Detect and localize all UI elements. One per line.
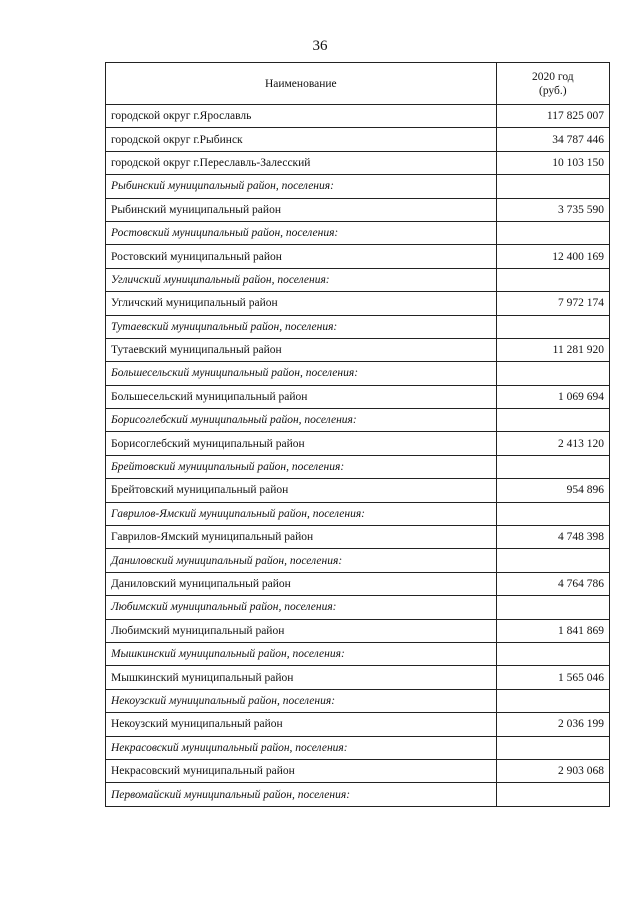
table-row	[106, 666, 610, 689]
row-name-cell: Даниловский муниципальный район	[106, 572, 497, 595]
row-value-cell: 34 787 446	[496, 128, 609, 151]
row-value-cell	[496, 175, 609, 198]
row-name-cell: Некрасовский муниципальный район, поселения:	[106, 736, 497, 759]
row-value-cell: 2 413 120	[496, 432, 609, 455]
row-value-cell	[496, 783, 609, 806]
row-value-cell: 954 896	[496, 479, 609, 502]
row-value-cell	[496, 362, 609, 385]
district-header-row	[106, 549, 610, 572]
district-header-row	[106, 783, 610, 806]
district-header-row	[106, 596, 610, 619]
row-name-cell: Гаврилов-Ямский муниципальный район	[106, 526, 497, 549]
column-header-unit: (руб.)	[539, 84, 567, 97]
row-value-cell	[496, 642, 609, 665]
table-row	[106, 198, 610, 221]
table-header-row	[106, 63, 610, 105]
row-value-cell	[496, 268, 609, 291]
row-value-cell	[496, 315, 609, 338]
row-value-cell: 1 841 869	[496, 619, 609, 642]
row-value-cell	[496, 221, 609, 244]
district-header-row	[106, 502, 610, 525]
row-name-cell: городской округ г.Рыбинск	[106, 128, 497, 151]
row-name-cell: Тутаевский муниципальный район, поселения:	[106, 315, 497, 338]
row-name-cell: Мышкинский муниципальный район	[106, 666, 497, 689]
table-row	[106, 151, 610, 174]
row-name-cell: Брейтовский муниципальный район	[106, 479, 497, 502]
row-value-cell: 4 764 786	[496, 572, 609, 595]
budget-table	[105, 62, 610, 807]
district-header-row	[106, 221, 610, 244]
row-name-cell: Гаврилов-Ямский муниципальный район, поселения:	[106, 502, 497, 525]
row-value-cell	[496, 596, 609, 619]
row-name-cell: Ростовский муниципальный район, поселения:	[106, 221, 497, 244]
table-row	[106, 572, 610, 595]
table-row	[106, 105, 610, 128]
district-header-row	[106, 689, 610, 712]
row-name-cell: Первомайский муниципальный район, поселения:	[106, 783, 497, 806]
district-header-row	[106, 362, 610, 385]
district-header-row	[106, 642, 610, 665]
table-row	[106, 292, 610, 315]
row-value-cell	[496, 689, 609, 712]
row-name-cell: Большесельский муниципальный район	[106, 385, 497, 408]
table-row	[106, 385, 610, 408]
table-row	[106, 128, 610, 151]
row-value-cell	[496, 455, 609, 478]
row-name-cell: Брейтовский муниципальный район, поселения:	[106, 455, 497, 478]
row-value-cell	[496, 502, 609, 525]
row-value-cell: 10 103 150	[496, 151, 609, 174]
row-value-cell: 7 972 174	[496, 292, 609, 315]
row-value-cell	[496, 549, 609, 572]
row-name-cell: Некоузский муниципальный район	[106, 713, 497, 736]
row-value-cell: 2 903 068	[496, 759, 609, 782]
row-value-cell: 117 825 007	[496, 105, 609, 128]
row-name-cell: Даниловский муниципальный район, поселения:	[106, 549, 497, 572]
row-value-cell: 12 400 169	[496, 245, 609, 268]
table-row	[106, 479, 610, 502]
row-name-cell: Угличский муниципальный район, поселения:	[106, 268, 497, 291]
page-number: 36	[312, 38, 328, 54]
row-name-cell: городской округ г.Переславль-Залесский	[106, 151, 497, 174]
row-value-cell: 4 748 398	[496, 526, 609, 549]
row-name-cell: Любимский муниципальный район	[106, 619, 497, 642]
row-name-cell: Некоузский муниципальный район, поселения:	[106, 689, 497, 712]
row-name-cell: Рыбинский муниципальный район	[106, 198, 497, 221]
row-name-cell: Любимский муниципальный район, поселения:	[106, 596, 497, 619]
district-header-row	[106, 736, 610, 759]
column-header-name: Наименование	[106, 63, 497, 105]
table-row	[106, 338, 610, 361]
table-row	[106, 759, 610, 782]
district-header-row	[106, 268, 610, 291]
row-name-cell: Рыбинский муниципальный район, поселения:	[106, 175, 497, 198]
district-header-row	[106, 315, 610, 338]
row-value-cell	[496, 736, 609, 759]
table-row	[106, 432, 610, 455]
row-name-cell: Борисоглебский муниципальный район, поселения:	[106, 409, 497, 432]
row-name-cell: Некрасовский муниципальный район	[106, 759, 497, 782]
row-name-cell: Угличский муниципальный район	[106, 292, 497, 315]
row-value-cell: 11 281 920	[496, 338, 609, 361]
district-header-row	[106, 409, 610, 432]
table-row	[106, 619, 610, 642]
row-value-cell: 2 036 199	[496, 713, 609, 736]
row-name-cell: Тутаевский муниципальный район	[106, 338, 497, 361]
row-value-cell: 1 565 046	[496, 666, 609, 689]
district-header-row	[106, 175, 610, 198]
row-value-cell: 1 069 694	[496, 385, 609, 408]
row-name-cell: городской округ г.Ярославль	[106, 105, 497, 128]
table-row	[106, 713, 610, 736]
row-name-cell: Борисоглебский муниципальный район	[106, 432, 497, 455]
column-header-year	[496, 63, 609, 105]
column-header-year-label: 2020 год	[532, 70, 574, 83]
row-name-cell: Ростовский муниципальный район	[106, 245, 497, 268]
row-name-cell: Большесельский муниципальный район, поселения:	[106, 362, 497, 385]
table-row	[106, 526, 610, 549]
row-name-cell: Мышкинский муниципальный район, поселения:	[106, 642, 497, 665]
table-row	[106, 245, 610, 268]
district-header-row	[106, 455, 610, 478]
row-value-cell: 3 735 590	[496, 198, 609, 221]
table-body	[106, 105, 610, 807]
row-value-cell	[496, 409, 609, 432]
